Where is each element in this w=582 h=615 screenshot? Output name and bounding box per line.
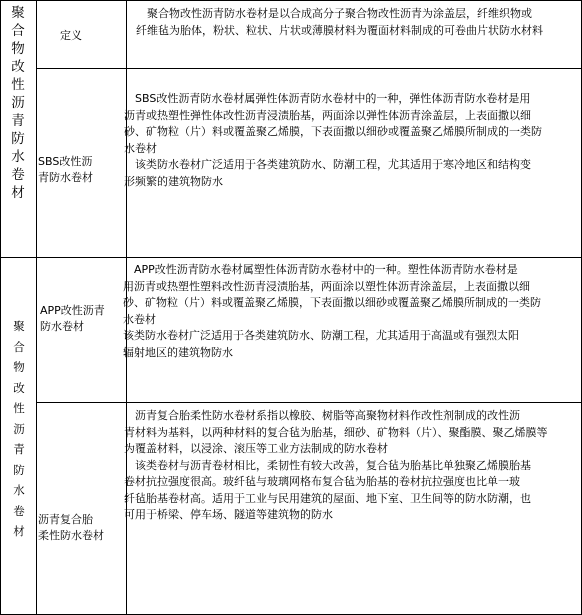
column-divider: [36, 0, 37, 615]
row-text-app: APP改性沥青防水卷材属塑性体沥青防水卷材中的一种。塑性体沥青防水卷材是 用沥青或热塑性塑料改性沥青浸渍胎基，两面涂以塑性体沥青涂盖层，上表面撒以细 砂、矿物粒（片）料或覆盖聚乙烯膜，下表面撒以细砂或覆盖聚乙烯膜所制成的一类防 水卷材 该类防水卷材广泛适用于各类建筑防水、防潮工程，尤其适用于高温或有强烈太阳 辐射地区的建筑物防水: [123, 263, 541, 359]
row-divider: [36, 402, 582, 403]
row-text-composite: 沥青复合胎柔性防水卷材系指以橡胶、树脂等高聚物材料作改性剂制成的改性沥 青材料为基料，以两种材料的复合毡为胎基，细砂、矿物料（片）、聚酯膜、聚乙烯膜等 为覆盖材料，以浸涂、滚压等工业方法制成的防水卷材 该类卷材与沥青卷材相比，柔韧性有较大改善，复合毡为胎基比单独聚乙烯膜胎基 卷材抗拉强度很高。玻纤毡与玻璃网格布复合毡为胎基的卷材抗拉强度也比单一玻 纤毡胎基卷材高。适用于工业与民用建筑的屋面、地下室、卫生间等的防水防潮，也 可用于桥梁、停车场、隧道等建筑物的防水: [124, 409, 548, 521]
row-text-definition: 聚合物改性沥青防水卷材是以合成高分子聚合物改性沥青为涂盖层，纤维织物或 纤维毡为胎体，粉状、粒状、片状或薄膜材料为覆面材料制成的可卷曲片状防水材料: [136, 7, 543, 37]
row-divider: [36, 68, 582, 69]
row-name-composite: 沥青复合胎 柔性防水卷材: [38, 513, 104, 542]
row-name-sbs: SBS改性沥 青防水卷材: [38, 155, 93, 184]
row-name-definition: 定义: [60, 29, 82, 42]
group-divider: [0, 257, 582, 258]
group-label-1: 聚 合 物 改 性 沥 青 防 水 卷 材: [11, 5, 25, 201]
row-text-sbs: SBS改性沥青防水卷材属弹性体沥青防水卷材中的一种，弹性体沥青防水卷材是用 沥青或热塑性弹性体改性沥青浸渍胎基，两面涂以弹性体沥青涂盖层，上表面撒以细 砂、矿物粒（片）料或覆盖聚乙烯膜，下表面撒以细砂或覆盖聚乙烯膜所制成的一类防 水卷材 该类防水卷材广泛适用于各类建筑防水、防潮工程，尤其适用于寒冷地区和结构变 形频繁的建筑物防水: [124, 92, 542, 188]
row-name-app: APP改性沥青 防水卷材: [40, 304, 105, 333]
group-label-2: 聚 合 物 改 性 沥 青 防 水 卷 材: [13, 319, 25, 538]
